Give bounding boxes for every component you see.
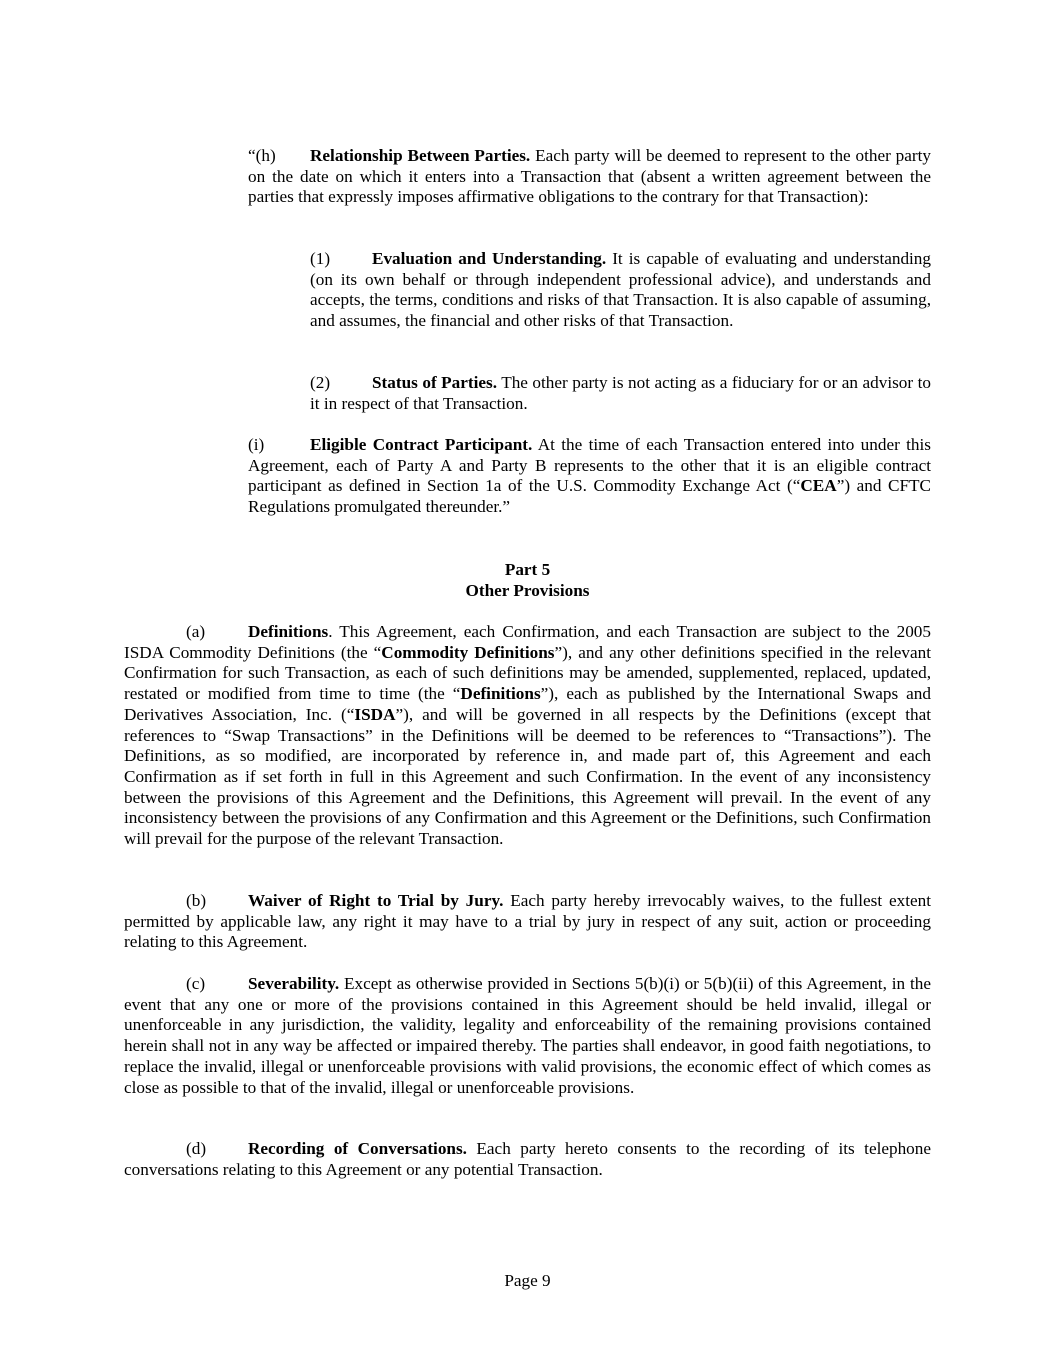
section-h-title: Relationship Between Parties.	[310, 146, 531, 165]
paragraph-a	[124, 622, 931, 850]
section-i-text-2: ”) and CFTC Regulations promulgated thereunder.”	[248, 476, 931, 517]
subsection-1-paragraph	[310, 249, 931, 332]
subsection-1-title: Evaluation and Understanding.	[372, 249, 607, 268]
paragraph-b-text: Each party hereby irrevocably waives, to the fullest extent permitted by applicable law, any right it may have to a trial by jury in respect of any suit, action or proceeding relating to this Agreement.	[124, 891, 931, 952]
paragraph-d-number: (d)	[186, 1139, 207, 1158]
paragraph-b	[124, 891, 931, 953]
section-h-number: “(h)	[248, 146, 276, 165]
paragraph-d-text: Each party hereto consents to the recording of its telephone conversations relating to this Agreement or any potential Transaction.	[124, 1139, 931, 1179]
section-i-text-1: At the time of each Transaction entered into under this Agreement, each of Party A and Party B represents to the other that it is an eligible contract participant as defined in Section 1a of the U.S. Commodity Exchange Act (“	[248, 435, 931, 496]
section-i-number: (i)	[248, 435, 265, 454]
subsection-2-paragraph	[310, 373, 931, 414]
subsection-2-number: (2)	[310, 373, 331, 392]
section-i-title: Eligible Contract Participant.	[310, 435, 533, 454]
paragraph-c-text: Except as otherwise provided in Sections 5(b)(i) or 5(b)(ii) of this Agreement, in the event that any one or more of the provisions contained in this Agreement should be held invalid, illegal or unenforceable in any jurisdiction, the validity, legality and enforceability of the remaining provisions contained herein shall not in any way be affected or impaired thereby. The parties shall endeavor, in good faith negotiations, to replace the invalid, illegal or unenforceable provisions with valid provisions, the economic effect of which comes as close as possible to that of the invalid, illegal or unenforceable provisions.	[124, 974, 931, 1097]
part-heading-number: Part 5	[504, 560, 551, 579]
paragraph-d	[124, 1139, 931, 1180]
paragraph-b-number: (b)	[186, 891, 207, 910]
paragraph-c-title: Severability.	[248, 974, 340, 993]
paragraph-a-text-1: . This Agreement, each Confirmation, and each Transaction are subject to the 2005 ISDA Commodity Definitions (the “	[124, 622, 931, 662]
section-i-paragraph	[248, 435, 931, 518]
section-i-cea-term: CEA	[800, 476, 837, 496]
subsection-1-text: It is capable of evaluating and understanding (on its own behalf or through independent professional advice), and understands and accepts, the terms, conditions and risks of that Transaction. It is also capable of assuming, and assumes, the financial and other risks of that Transaction.	[310, 249, 931, 331]
section-h-paragraph	[248, 146, 931, 208]
part-heading-title: Other Provisions	[465, 581, 590, 600]
paragraph-a-term-definitions: Definitions	[460, 684, 541, 704]
paragraph-d-title: Recording of Conversations.	[248, 1139, 467, 1158]
paragraph-a-text-3: ”), each as published by the International Swaps and Derivatives Association, Inc. (“	[124, 684, 931, 724]
subsection-1-number: (1)	[310, 249, 331, 268]
paragraph-a-text-2: ”), and any other definitions specified in the relevant Confirmation for such Transaction, as each of such definitions may be amended, supplemented, replaced, updated, restated or modified from time to time (the “	[124, 642, 931, 704]
paragraph-a-title: Definitions	[248, 622, 329, 641]
paragraph-a-term-commodity-definitions: Commodity Definitions	[381, 642, 555, 662]
paragraph-a-number: (a)	[186, 622, 206, 641]
paragraph-a-term-isda: ISDA	[354, 704, 396, 724]
paragraph-c	[124, 974, 931, 1098]
subsection-2-title: Status of Parties.	[372, 373, 497, 392]
section-h-text: Each party will be deemed to represent to the other party on the date on which it enters into a Transaction that (absent a written agreement between the parties that expressly imposes affirmative obligations to the contrary for that Transaction):	[248, 146, 931, 207]
paragraph-a-text-4: ”), and will be governed in all respects by the Definitions (except that references to “Swap Transactions” in the Definitions will be deemed to be references to “Transactions”). The Definitions, as so modified, are incorporated by reference in, and made part of, this Agreement and each Confirmation as if set forth in full in this Agreement and such Confirmation. In the event of any inconsistency between the provisions of this Agreement and the Definitions, this Agreement will prevail. In the event of any inconsistency between the provisions of any Confirmation and this Agreement or the Definitions, such Confirmation will prevail for the purpose of the relevant Transaction.	[124, 704, 931, 849]
subsection-2-text: The other party is not acting as a fiduciary for or an advisor to it in respect of that Transaction.	[310, 373, 931, 413]
paragraph-c-number: (c)	[186, 974, 206, 993]
page-number: Page 9	[504, 1271, 551, 1290]
paragraph-b-title: Waiver of Right to Trial by Jury.	[248, 891, 504, 910]
